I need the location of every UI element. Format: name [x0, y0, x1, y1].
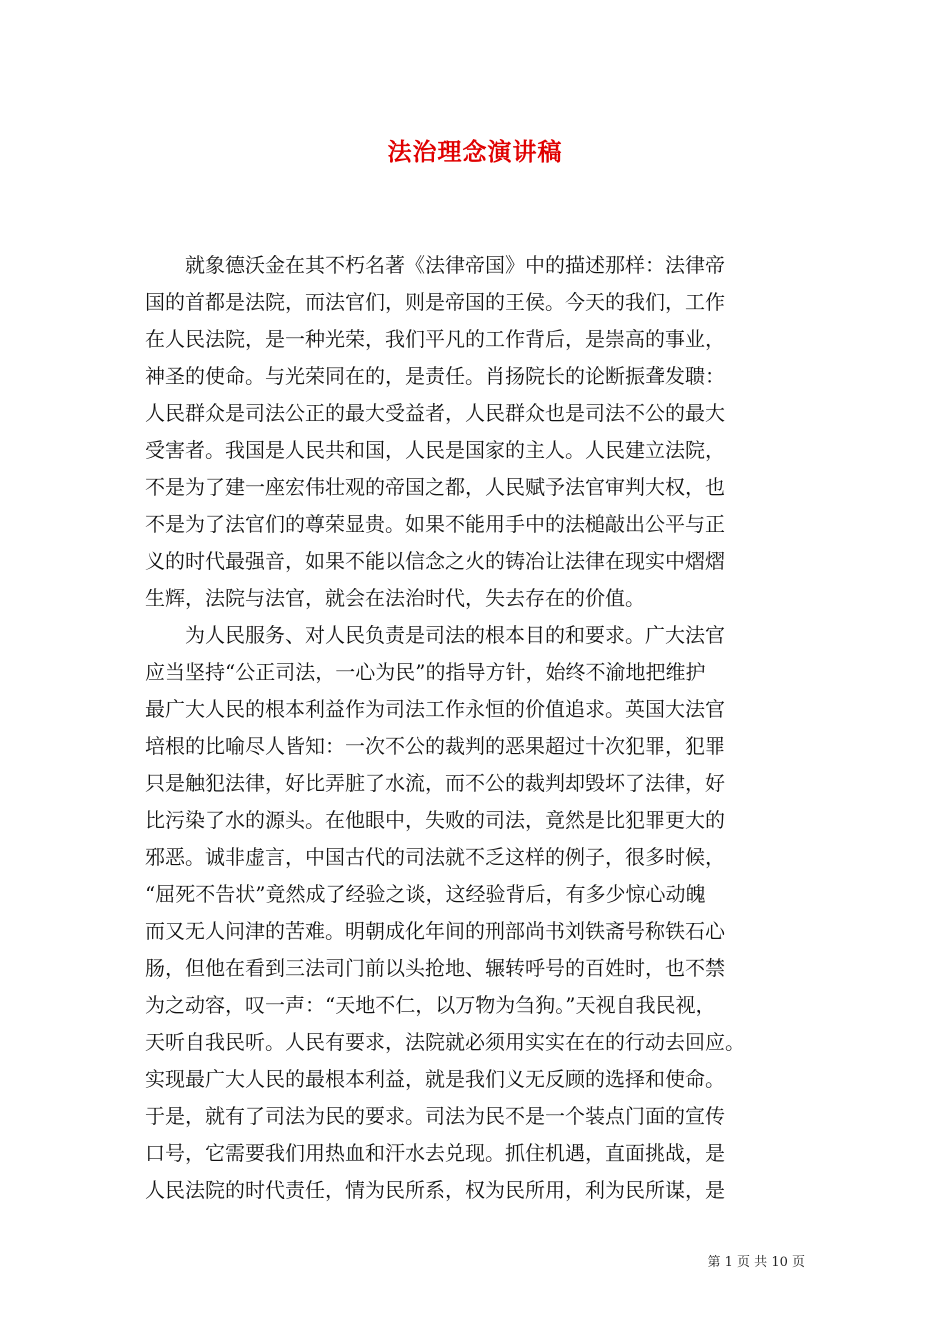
- paragraph-line: 人民群众是司法公正的最大受益者，人民群众也是司法不公的最大: [145, 401, 725, 425]
- paragraph-line: 受害者。我国是人民共和国，人民是国家的主人。人民建立法院，: [145, 438, 725, 462]
- paragraph-line: 义的时代最强音，如果不能以信念之火的铸冶让法律在现实中熠熠: [145, 549, 725, 573]
- paragraph-line: 于是，就有了司法为民的要求。司法为民不是一个装点门面的宣传: [145, 1104, 725, 1128]
- paragraph-line: 不是为了建一座宏伟壮观的帝国之都，人民赋予法官审判大权，也: [145, 475, 725, 499]
- document-title: 法治理念演讲稿: [387, 137, 563, 166]
- paragraph-line: 在人民法院，是一种光荣，我们平凡的工作背后，是崇高的事业，: [145, 327, 725, 351]
- paragraph-line: 培根的比喻尽人皆知：一次不公的裁判的恶果超过十次犯罪，犯罪: [145, 734, 725, 758]
- paragraph-line: 最广大人民的根本利益作为司法工作永恒的价值追求。英国大法官: [145, 697, 725, 721]
- paragraph-line: 生辉，法院与法官，就会在法治时代，失去存在的价值。: [145, 586, 645, 610]
- paragraph-line: 天听自我民听。人民有要求，法院就必须用实实在在的行动去回应。: [145, 1030, 745, 1054]
- paragraph-line: 人民法院的时代责任，情为民所系，权为民所用，利为民所谋，是: [145, 1178, 725, 1202]
- document-body: [145, 247, 823, 1209]
- page-number-footer: 第 1 页 共 10 页: [707, 1255, 805, 1270]
- paragraph-line: 实现最广大人民的最根本利益，就是我们义无反顾的选择和使命。: [145, 1067, 725, 1091]
- paragraph-line: 而又无人问津的苦难。明朝成化年间的刑部尚书刘铁斋号称铁石心: [145, 919, 725, 943]
- paragraph-line: 肠，但他在看到三法司门前以头抢地、辗转呼号的百姓时，也不禁: [145, 956, 725, 980]
- paragraph-line: 口号，它需要我们用热血和汗水去兑现。抓住机遇，直面挑战，是: [145, 1141, 725, 1165]
- paragraph-line: 为之动容，叹一声：“天地不仁，以万物为刍狗。”天视自我民视，: [145, 993, 716, 1017]
- paragraph-line: 只是触犯法律，好比弄脏了水流，而不公的裁判却毁坏了法律，好: [145, 771, 725, 795]
- paragraph-line: 为人民服务、对人民负责是司法的根本目的和要求。广大法官: [185, 623, 725, 647]
- paragraph-line: 不是为了法官们的尊荣显贵。如果不能用手中的法槌敲出公平与正: [145, 512, 725, 536]
- paragraph-line: “屈死不告状”竟然成了经验之谈，这经验背后，有多少惊心动魄: [145, 882, 706, 906]
- paragraph-line: 神圣的使命。与光荣同在的，是责任。肖扬院长的论断振聋发聩：: [145, 364, 725, 388]
- paragraph-line: 国的首都是法院，而法官们，则是帝国的王侯。今天的我们，工作: [145, 290, 725, 314]
- paragraph-line: 邪恶。诚非虚言，中国古代的司法就不乏这样的例子，很多时候，: [145, 845, 725, 869]
- paragraph-line: 比污染了水的源头。在他眼中，失败的司法，竟然是比犯罪更大的: [145, 808, 725, 832]
- paragraph-line: 就象德沃金在其不朽名著《法律帝国》中的描述那样：法律帝: [185, 253, 725, 277]
- paragraph-line: 应当坚持“公正司法，一心为民”的指导方针，始终不渝地把维护: [145, 660, 706, 684]
